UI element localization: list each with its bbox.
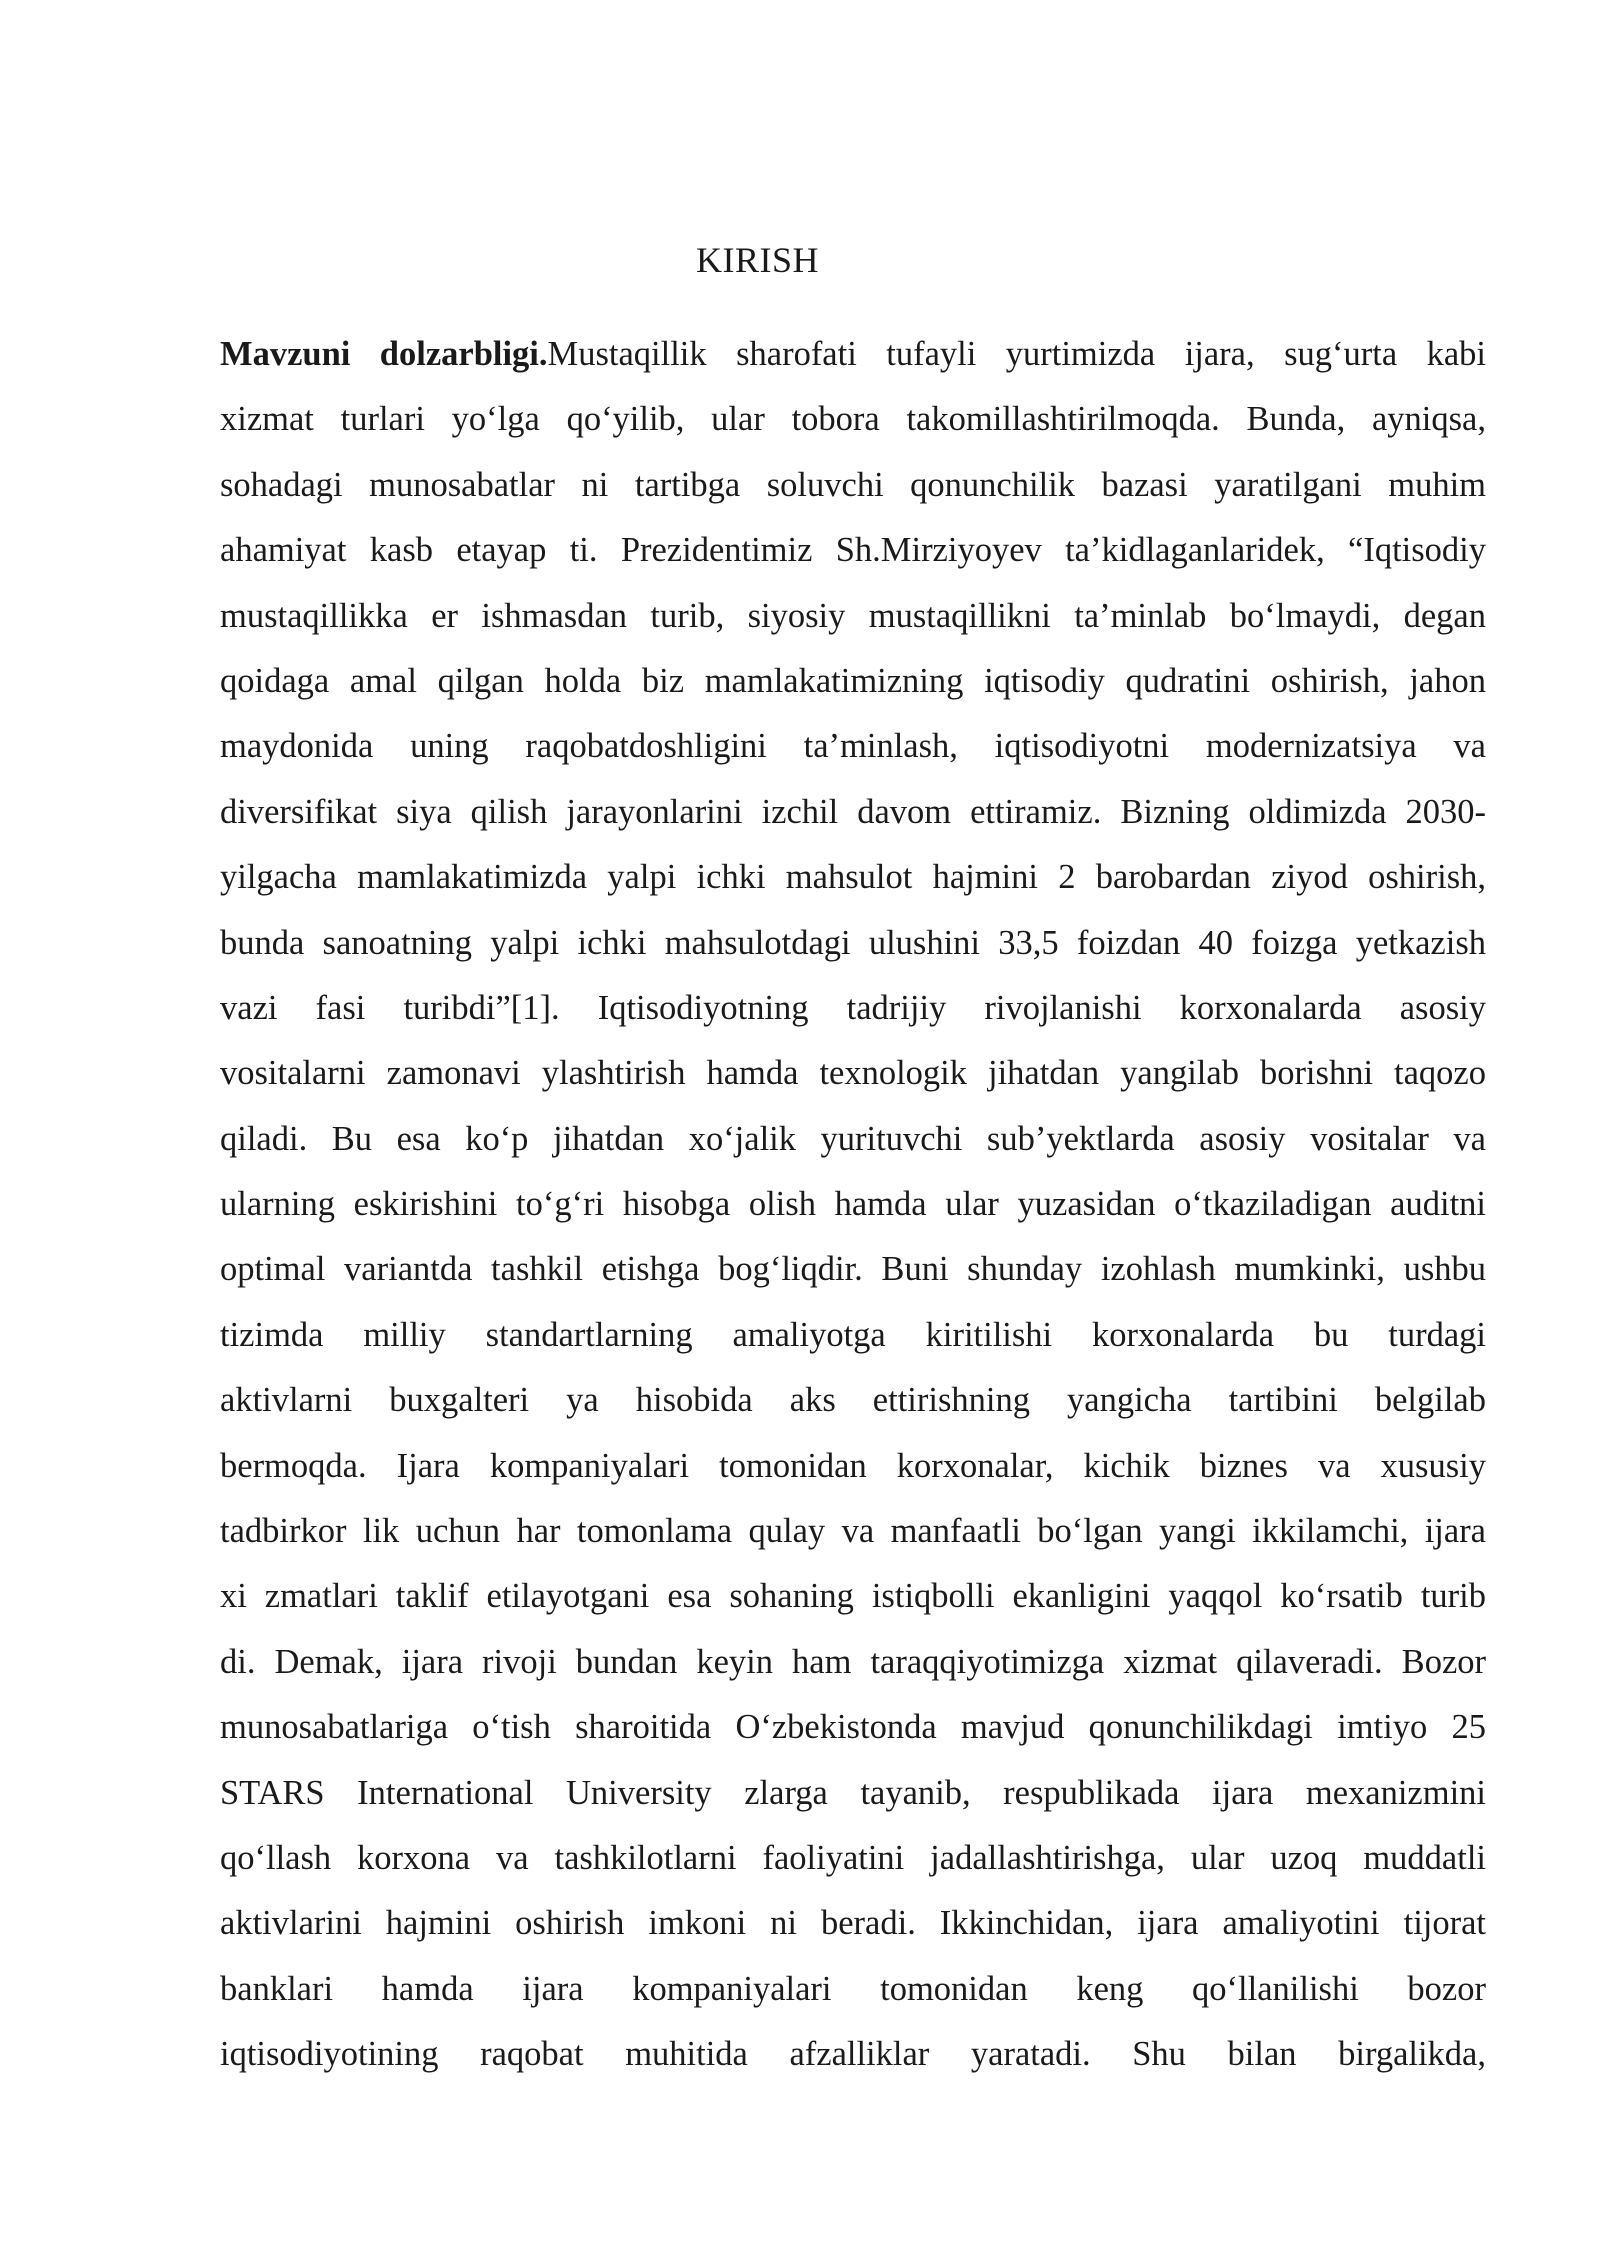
section-lead-heading: Mavzuni dolzarbligi. <box>220 335 548 373</box>
paragraph-line: bermoqda. Ijara kompaniyalari tomonidan korxonalar, kichik biznes va xususiy <box>220 1446 1486 1485</box>
body-paragraph <box>220 322 1486 2088</box>
paragraph-line: diversifikat siya qilish jarayonlarini izchil davom ettiramiz. Bizning oldimizda 2030- <box>220 792 1486 831</box>
paragraph-line: xizmat turlari yo‘lga qo‘yilib, ular tobora takomillashtirilmoqda. Bunda, ayniqsa, <box>220 400 1486 439</box>
paragraph-line: di. Demak, ijara rivoji bundan keyin ham taraqqiyotimizga xizmat qilaveradi. Bozor <box>220 1642 1486 1681</box>
paragraph-line: sohadagi munosabatlar ni tartibga soluvchi qonunchilik bazasi yaratilgani muhim <box>220 465 1486 504</box>
paragraph-line: xi zmatlari taklif etilayotgani esa sohaning istiqbolli ekanligini yaqqol ko‘rsatib turib <box>220 1577 1486 1616</box>
paragraph-line: STARS International University zlarga tayanib, respublikada ijara mexanizmini <box>220 1773 1486 1812</box>
paragraph-line <box>220 322 1486 387</box>
paragraph-line: yilgacha mamlakatimizda yalpi ichki mahsulot hajmini 2 barobardan ziyod oshirish, <box>220 858 1486 897</box>
paragraph-line: ularning eskirishini to‘g‘ri hisobga olish hamda ular yuzasidan o‘tkaziladigan auditni <box>220 1185 1486 1224</box>
paragraph-line: bunda sanoatning yalpi ichki mahsulotdagi ulushini 33,5 foizdan 40 foizga yetkazish <box>220 923 1486 962</box>
paragraph-line: qiladi. Bu esa ko‘p jihatdan xo‘jalik yurituvchi sub’yektlarda asosiy vositalar va <box>220 1119 1486 1158</box>
paragraph-line: vositalarni zamonavi ylashtirish hamda texnologik jihatdan yangilab borishni taqozo <box>220 1054 1486 1093</box>
paragraph-line: qo‘llash korxona va tashkilotlarni faoliyatini jadallashtirishga, ular uzoq muddatli <box>220 1838 1486 1877</box>
paragraph-line: maydonida uning raqobatdoshligini ta’minlash, iqtisodiyotni modernizatsiya va <box>220 727 1486 766</box>
paragraph-line: qoidaga amal qilgan holda biz mamlakatimizning iqtisodiy qudratini oshirish, jahon <box>220 661 1486 700</box>
paragraph-line: aktivlarini hajmini oshirish imkoni ni beradi. Ikkinchidan, ijara amaliyotini tijorat <box>220 1904 1486 1943</box>
paragraph-line: aktivlarni buxgalteri ya hisobida aks ettirishning yangicha tartibini belgilab <box>220 1381 1486 1420</box>
document-title: KIRISH <box>695 240 819 280</box>
paragraph-line: tizimda milliy standartlarning amaliyotga kiritilishi korxonalarda bu turdagi <box>220 1315 1486 1354</box>
paragraph-line: iqtisodiyotining raqobat muhitida afzalliklar yaratadi. Shu bilan birgalikda, <box>220 2035 1486 2074</box>
paragraph-line-text: Mustaqillik sharofati tufayli yurtimizda ijara, sug‘urta kabi <box>547 335 1486 373</box>
paragraph-line: vazi fasi turibdi”[1]. Iqtisodiyotning tadrijiy rivojlanishi korxonalarda asosiy <box>220 988 1486 1027</box>
paragraph-line: banklari hamda ijara kompaniyalari tomonidan keng qo‘llanilishi bozor <box>220 1969 1486 2008</box>
paragraph-line: munosabatlariga o‘tish sharoitida O‘zbekistonda mavjud qonunchilikdagi imtiyo 25 <box>220 1708 1486 1747</box>
paragraph-line: mustaqillikka er ishmasdan turib, siyosiy mustaqillikni ta’minlab bo‘lmaydi, degan <box>220 596 1486 635</box>
paragraph-line: optimal variantda tashkil etishga bog‘liqdir. Buni shunday izohlash mumkinki, ushbu <box>220 1250 1486 1289</box>
paragraph-line: ahamiyat kasb etayap ti. Prezidentimiz Sh.Mirziyoyev ta’kidlaganlaridek, “Iqtisodiy <box>220 531 1486 570</box>
paragraph-line: tadbirkor lik uchun har tomonlama qulay va manfaatli bo‘lgan yangi ikkilamchi, ijara <box>220 1512 1486 1551</box>
